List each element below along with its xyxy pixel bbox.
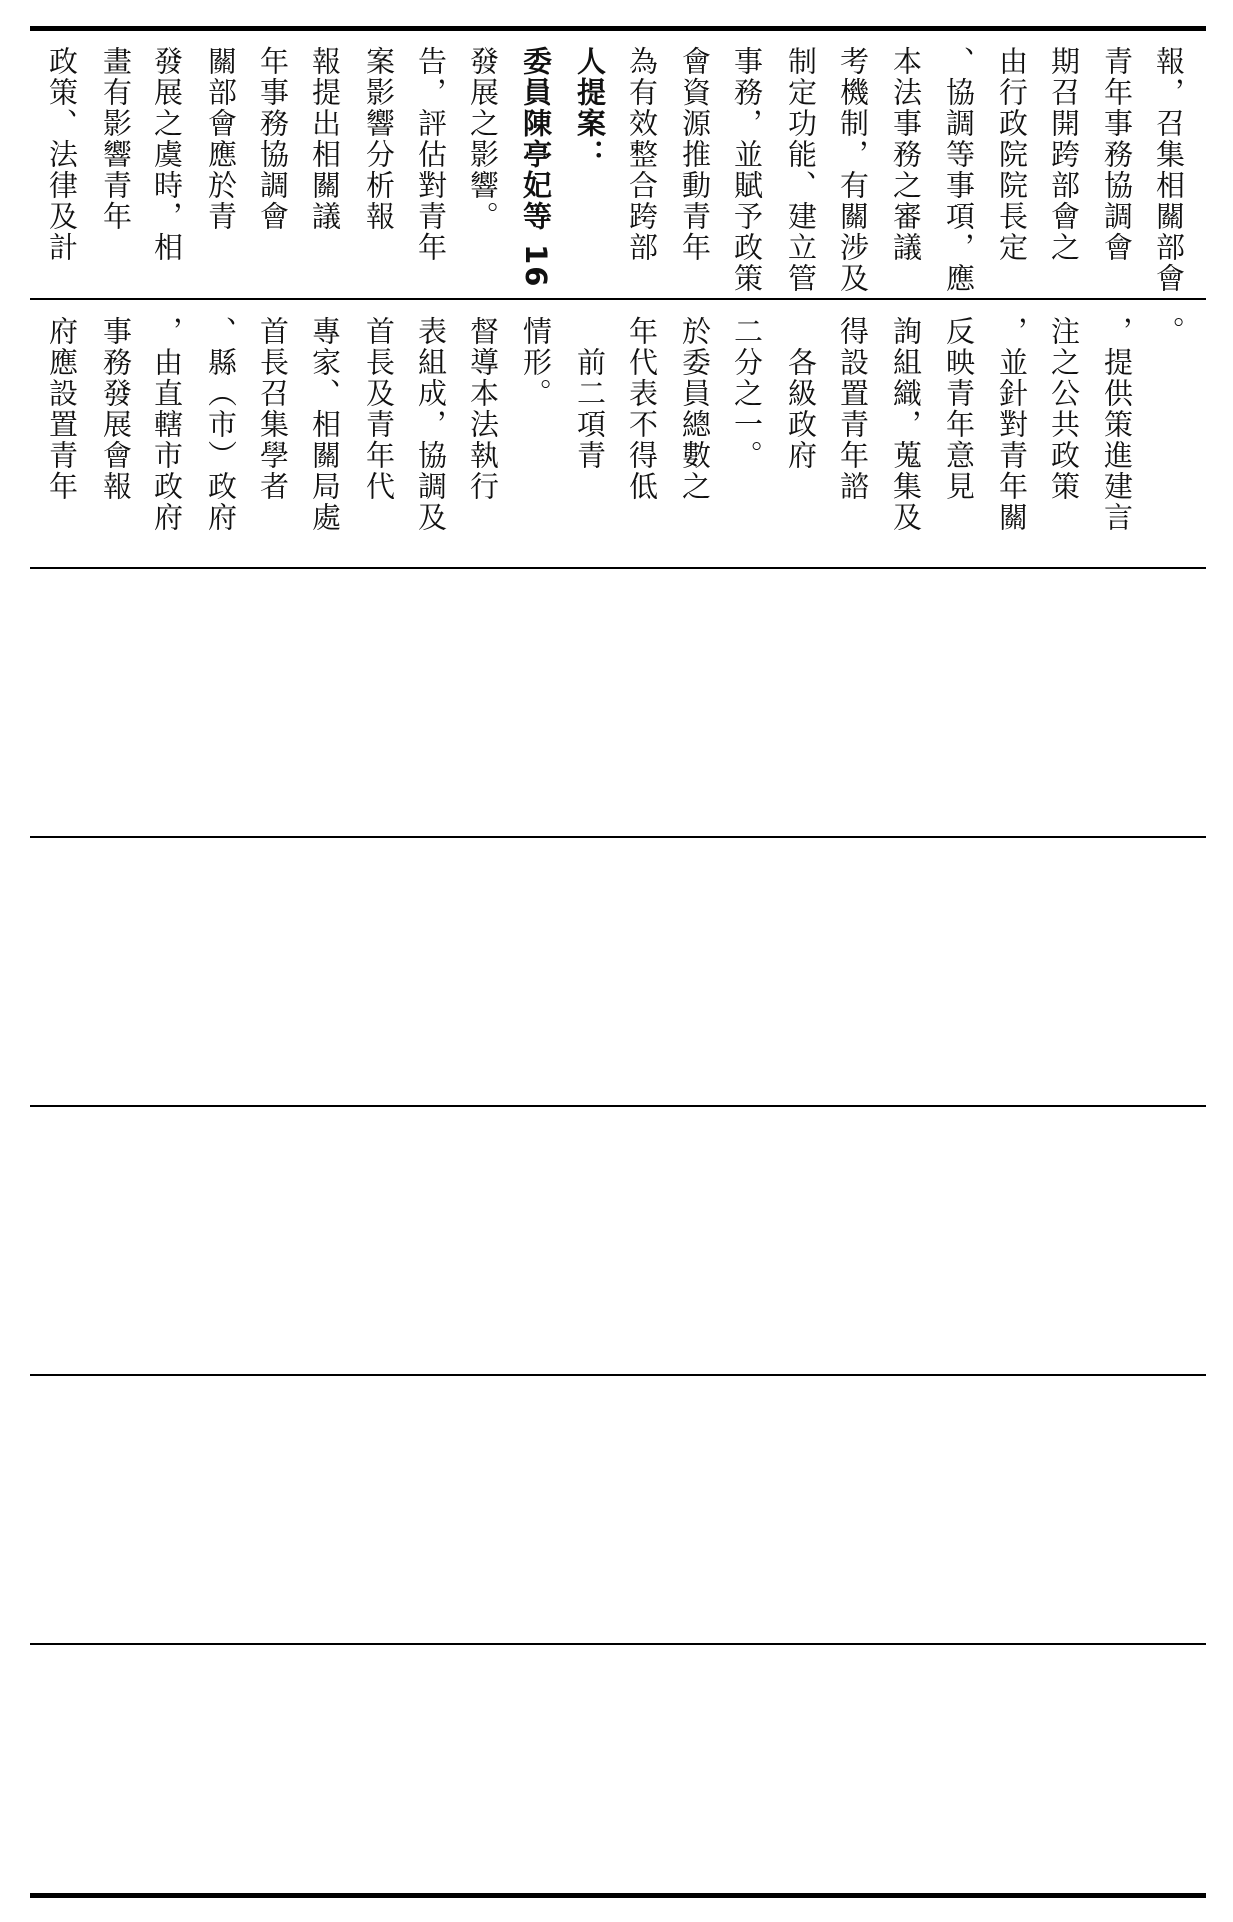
text-column: 年代表不得低 — [625, 316, 659, 502]
text-column: 於委員總數之 — [678, 316, 712, 502]
proposer-heading: 委員陳亭妃等 16 — [519, 46, 553, 289]
text-column: 畫有影響青年 — [99, 46, 133, 232]
bottom-rule — [30, 1893, 1206, 1898]
text-column: 前二項青 — [573, 316, 607, 471]
text-column: 報提出相關議 — [308, 46, 342, 232]
section-divider-4 — [30, 1105, 1206, 1107]
text-column: 、縣（市）政府 — [204, 316, 238, 533]
section-divider-1 — [30, 298, 1206, 300]
top-rule — [30, 26, 1206, 31]
text-column: 案影響分析報 — [362, 46, 396, 232]
text-column: 得設置青年諮 — [836, 316, 870, 502]
section-divider-5 — [30, 1374, 1206, 1376]
text-column: 年事務協調會 — [256, 46, 290, 232]
text-column: 由行政院院長定 — [995, 46, 1029, 263]
text-column: 事務發展會報 — [99, 316, 133, 502]
text-column: 發展之虞時，相 — [150, 46, 184, 263]
text-column: 期召開跨部會之 — [1047, 46, 1081, 263]
text-column: 督導本法執行 — [466, 316, 500, 502]
text-column: 。 — [1152, 316, 1186, 347]
text-column: 反映青年意見 — [942, 316, 976, 502]
text-column: 政策、法律及計 — [45, 46, 79, 263]
text-column: 發展之影響。 — [466, 46, 500, 232]
text-column: 報，召集相關部會 — [1152, 46, 1186, 294]
text-column: 府應設置青年 — [45, 316, 79, 502]
text-column: 會資源推動青年 — [678, 46, 712, 263]
text-column: 首長召集學者 — [256, 316, 290, 502]
text-column: 二分之一。 — [730, 316, 764, 471]
text-column: ，並針對青年關 — [995, 316, 1029, 533]
text-column: 告，評估對青年 — [414, 46, 448, 263]
text-column: 關部會應於青 — [204, 46, 238, 232]
text-column: 注之公共政策 — [1047, 316, 1081, 502]
text-column: 事務，並賦予政策 — [730, 46, 764, 294]
text-column: ，提供策進建言 — [1100, 316, 1134, 533]
text-column: 情形。 — [519, 316, 553, 409]
section-divider-3 — [30, 836, 1206, 838]
section-divider-2 — [30, 567, 1206, 569]
text-column: 首長及青年代 — [362, 316, 396, 502]
text-column: 考機制，有關涉及 — [836, 46, 870, 294]
text-column: 制定功能、建立管 — [784, 46, 818, 294]
section-divider-6 — [30, 1643, 1206, 1645]
text-column: 表組成，協調及 — [414, 316, 448, 533]
text-column: 青年事務協調會 — [1100, 46, 1134, 263]
text-column: 專家、相關局處 — [308, 316, 342, 533]
text-column: 各級政府 — [784, 316, 818, 471]
text-column: ，由直轄市政府 — [150, 316, 184, 533]
text-column: 詢組織，蒐集及 — [889, 316, 923, 533]
proposal-label: 人提案： — [573, 46, 607, 170]
text-column: 、協調等事項，應 — [942, 46, 976, 294]
text-column: 為有效整合跨部 — [625, 46, 659, 263]
text-column: 本法事務之審議 — [889, 46, 923, 263]
